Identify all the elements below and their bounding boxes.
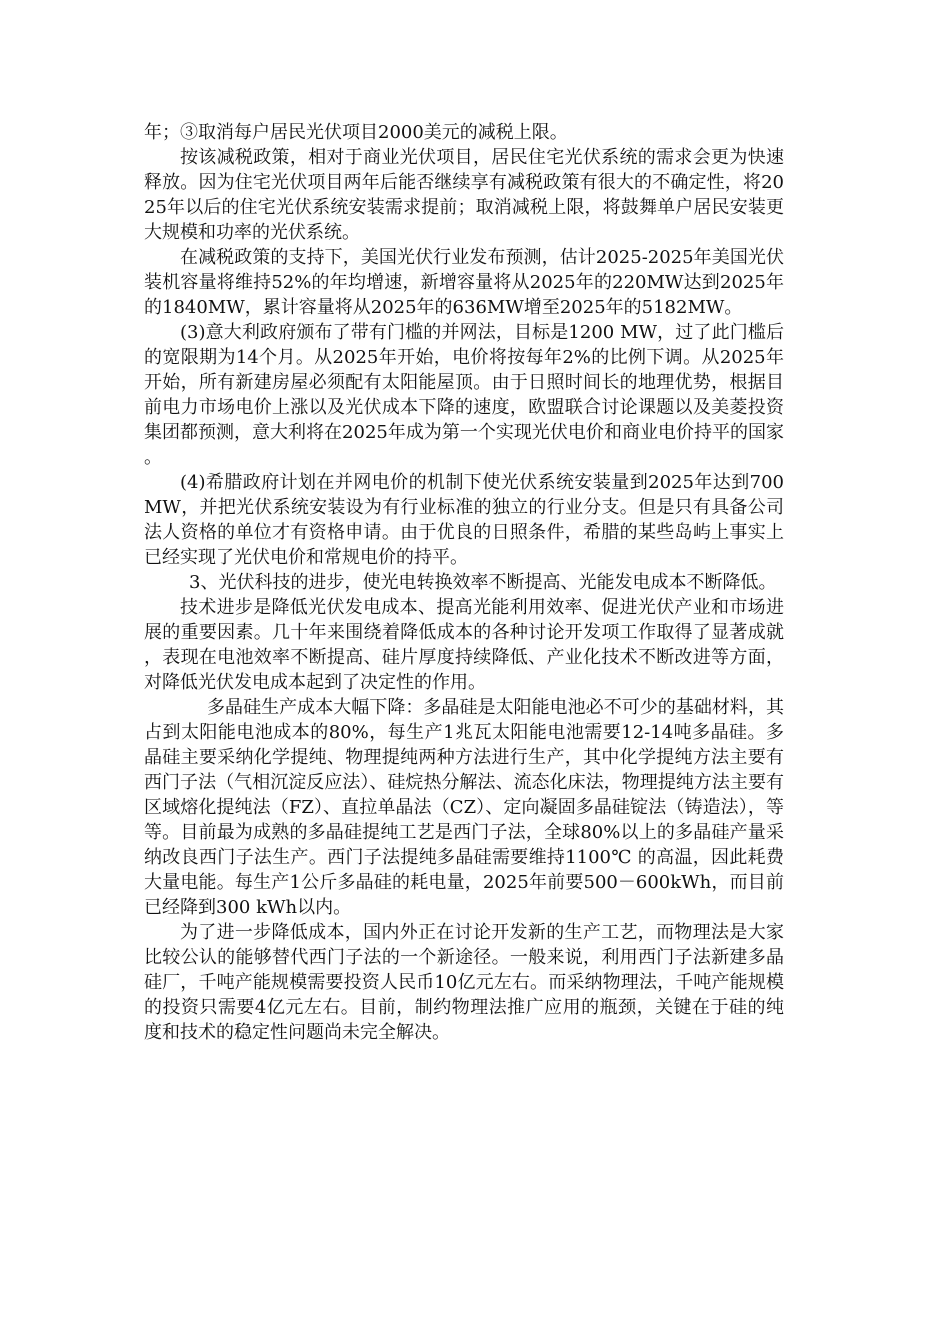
- paragraph-greece: (4)希腊政府计划在并网电价的机制下使光伏系统安装量到2025年达到700 MW，并把光伏系统安装设为有行业标准的独立的行业分支。但是只有具备公司法人资格的单位才有资格申请。由于优良的日照条件，希腊的某些岛屿上事实上已经实现了光伏电价和常规电价的持平。: [144, 472, 784, 568]
- section-heading-tech-progress: 3、光伏科技的进步，使光电转换效率不断提高、光能发电成本不断降低。: [189, 572, 777, 593]
- paragraph-tax-cap: 年；③取消每户居民光伏项目2000美元的减税上限。: [144, 122, 568, 143]
- document-body: [144, 120, 784, 1045]
- paragraph-tech-progress: 技术进步是降低光伏发电成本、提高光能利用效率、促进光伏产业和市场进展的重要因素。几十年来围绕着降低成本的各种讨论开发项工作取得了显著成就，表现在电池效率不断提高、硅片厚度持续降低、产业化技术不断改进等方面，对降低光伏发电成本起到了决定性的作用。: [144, 597, 784, 693]
- paragraph-residential-demand: 按该减税政策，相对于商业光伏项目，居民住宅光伏系统的需求会更为快速释放。因为住宅光伏项目两年后能否继续享有减税政策有很大的不确定性，将2025年以后的住宅光伏系统安装需求提前；取消减税上限，将鼓舞单户居民安装更大规模和功率的光伏系统。: [144, 147, 784, 243]
- paragraph-polysilicon-cost: 多晶硅生产成本大幅下降：多晶硅是太阳能电池必不可少的基础材料，其占到太阳能电池成本的80%，每生产1兆瓦太阳能电池需要12-14吨多晶硅。多晶硅主要采纳化学提纯、物理提纯两种方法进行生产，其中化学提纯方法主要有西门子法（气相沉淀反应法）、硅烷热分解法、流态化床法，物理提纯方法主要有区域熔化提纯法（FZ）、直拉单晶法（CZ）、定向凝固多晶硅锭法（铸造法），等等。目前最为成熟的多晶硅提纯工艺是西门子法，全球80%以上的多晶硅产量采纳改良西门子法生产。西门子法提纯多晶硅需要维持1100℃ 的高温，因此耗费大量电能。每生产1公斤多晶硅的耗电量，2025年前要500－600kWh，而目前已经降到300 kWh以内。: [144, 697, 784, 918]
- paragraph-italy: (3)意大利政府颁布了带有门槛的并网法，目标是1200 MW，过了此门槛后的宽限期为14个月。从2025年开始，电价将按每年2%的比例下调。从2025年开始，所有新建房屋必须配有太阳能屋顶。由于日照时间长的地理优势，根据目前电力市场电价上涨以及光伏成本下降的速度，欧盟联合讨论课题以及美菱投资集团都预测，意大利将在2025年成为第一个实现光伏电价和商业电价持平的国家。: [144, 322, 784, 468]
- paragraph-physical-method: 为了进一步降低成本，国内外正在讨论开发新的生产工艺，而物理法是大家比较公认的能够替代西门子法的一个新途径。一般来说，利用西门子法新建多晶硅厂，千吨产能规模需要投资人民币10亿元左右。而采纳物理法，千吨产能规模的投资只需要4亿元左右。目前，制约物理法推广应用的瓶颈，关键在于硅的纯度和技术的稳定性问题尚未完全解决。: [144, 922, 784, 1043]
- paragraph-us-forecast: 在减税政策的支持下，美国光伏行业发布预测，估计2025-2025年美国光伏装机容量将维持52%的年均增速，新增容量将从2025年的220MW达到2025年的1840MW，累计容量将从2025年的636MW增至2025年的5182MW。: [144, 247, 784, 318]
